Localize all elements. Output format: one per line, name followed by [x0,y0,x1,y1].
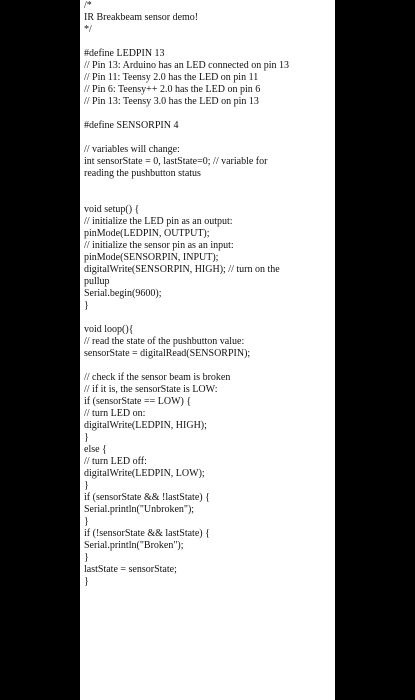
code-line-loop-open: void loop(){ [84,324,134,335]
code-line-brace-close: } [84,552,89,563]
code-line-title: IR Breakbeam sensor demo! [84,12,199,23]
code-line-loop-close: } [84,576,89,587]
code-line-blank [84,36,335,48]
code-line-int-declaration: int sensorState = 0, lastState=0; // variable for [84,156,268,167]
code-line-blank [84,312,335,324]
code-line-setup-open: void setup() { [84,204,140,215]
code-line-comment-check-beam: // check if the sensor beam is broken [84,372,231,383]
code-line-comment-if-low: // if it is, the sensorState is LOW: [84,384,218,395]
code-line-brace-close: } [84,432,89,443]
code-line-pullup: pullup [84,276,110,287]
code-line-int-declaration-cont: reading the pushbutton status [84,168,201,179]
code-line-comment-led-off: // turn LED off: [84,456,147,467]
code-line-comment-teensy2: // Pin 11: Teensy 2.0 has the LED on pin 11 [84,72,259,83]
code-line-blank [84,360,335,372]
code-line-digitalwrite-sensor: digitalWrite(SENSORPIN, HIGH); // turn on the [84,264,280,275]
code-line-comment-led-output: // initialize the LED pin as an output: [84,216,233,227]
code-line-comment-close: */ [84,24,92,35]
code-line-define-ledpin: #define LEDPIN 13 [84,48,165,59]
code-line-comment-read-state: // read the state of the pushbutton value: [84,336,245,347]
code-line-blank [84,108,335,120]
code-line-blank [84,180,335,192]
code-line-comment-teensypp: // Pin 6: Teensy++ 2.0 has the LED on pin 6 [84,84,261,95]
code-line-digitalwrite-low: digitalWrite(LEDPIN, LOW); [84,468,205,479]
code-line-comment-arduino: // Pin 13: Arduino has an LED connected on pin 13 [84,60,289,71]
code-line-blank [84,192,335,204]
code-line-if-unbroken: if (sensorState && !lastState) { [84,492,210,503]
code-document [80,0,335,700]
right-black-bar [335,0,415,700]
code-line-digitalread: sensorState = digitalRead(SENSORPIN); [84,348,251,359]
code-line-comment-teensy3: // Pin 13: Teensy 3.0 has the LED on pin 13 [84,96,259,107]
code-line-print-unbroken: Serial.println("Unbroken"); [84,504,195,515]
code-line-comment-sensor-input: // initialize the sensor pin as an input: [84,240,234,251]
code-line-comment-variables: // variables will change: [84,144,180,155]
code-line-laststate-assign: lastState = sensorState; [84,564,177,575]
code-listing [84,0,335,588]
code-line-comment-open: /* [84,0,92,11]
code-line-if-low: if (sensorState == LOW) { [84,396,192,407]
left-black-bar [0,0,80,700]
code-line-brace-close: } [84,480,89,491]
code-line-brace-close: } [84,516,89,527]
code-line-pinmode-sensor: pinMode(SENSORPIN, INPUT); [84,252,219,263]
code-line-serial-begin: Serial.begin(9600); [84,288,162,299]
code-line-define-sensorpin: #define SENSORPIN 4 [84,120,179,131]
code-line-pinmode-led: pinMode(LEDPIN, OUTPUT); [84,228,210,239]
code-line-comment-led-on: // turn LED on: [84,408,146,419]
code-line-print-broken: Serial.println("Broken"); [84,540,184,551]
code-line-setup-close: } [84,300,89,311]
code-line-blank [84,132,335,144]
code-line-else: else { [84,444,107,455]
code-line-digitalwrite-high: digitalWrite(LEDPIN, HIGH); [84,420,207,431]
code-line-if-broken: if (!sensorState && lastState) { [84,528,210,539]
